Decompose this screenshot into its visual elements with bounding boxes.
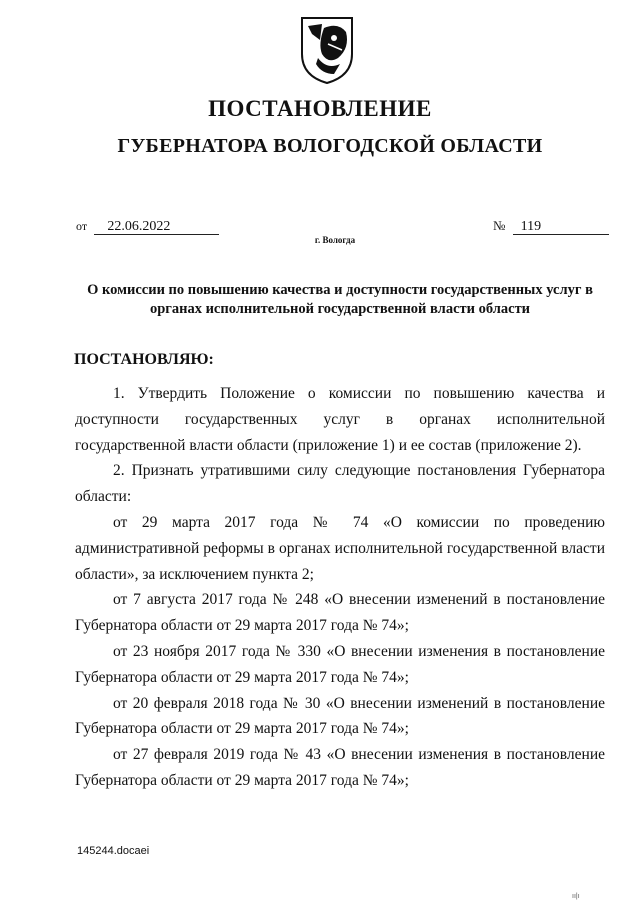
vologda-coat-of-arms-icon (298, 14, 356, 86)
number-field (493, 218, 609, 235)
paragraph: от 7 августа 2017 года № 248 «О внесении изменений в постановление Губернатора области от 29 марта 2017 года № 74»; (75, 591, 605, 635)
paragraph: от 23 ноября 2017 года № 330 «О внесении изменения в постановление Губернатора области от 29 марта 2017 года № 74»; (75, 642, 605, 686)
document-body (75, 381, 605, 794)
document-title: ПОСТАНОВЛЕНИЕ (208, 96, 432, 121)
document-date: 22.06.2022 (94, 220, 219, 235)
document-issuer: ГУБЕРНАТОРА ВОЛОГОДСКОЙ ОБЛАСТИ (117, 135, 543, 157)
document-subject: О комиссии по повышению качества и доступности государственных услуг в органах исполнительной государственной власти области (87, 282, 593, 317)
decree-heading: ПОСТАНОВЛЯЮ: (74, 351, 214, 368)
date-field (76, 218, 219, 235)
paragraph: от 20 февраля 2018 года № 30 «О внесении изменений в постановление Губернатора области от 29 марта 2017 года № 74»; (75, 694, 605, 738)
file-code: 145244.docaei (77, 845, 150, 857)
city-label: г. Вологда (314, 235, 356, 245)
date-prefix: от (76, 219, 88, 233)
document-number: 119 (513, 220, 609, 235)
scan-mark: ıı|ı (572, 893, 580, 900)
number-prefix: № (493, 218, 506, 233)
paragraph: 2. Признать утратившими силу следующие постановления Губернатора области: (75, 462, 605, 506)
paragraph: 1. Утвердить Положение о комиссии по повышению качества и доступности государственных услуг в органах исполнительной государственной власти области (приложение 1) и ее состав (приложение 2). (75, 385, 605, 454)
paragraph: от 27 февраля 2019 года № 43 «О внесении изменения в постановление Губернатора области от 29 марта 2017 года № 74»; (75, 746, 605, 789)
paragraph: от 29 марта 2017 года № 74 «О комиссии по проведению административной реформы в органах исполнительной государственной власти области», за исключением пункта 2; (75, 513, 605, 583)
